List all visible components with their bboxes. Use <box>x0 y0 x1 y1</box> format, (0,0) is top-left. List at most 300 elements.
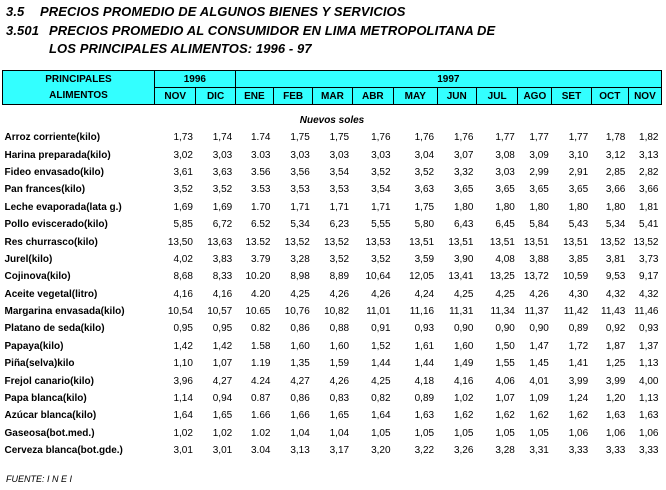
price-cell: 1,50 <box>495 340 515 352</box>
price-cell: 1,75 <box>329 132 350 144</box>
price-cell: 0,92 <box>605 323 626 335</box>
price-cell: 10,76 <box>284 306 310 318</box>
price-cell: 6,43 <box>453 219 474 231</box>
unit-label: Nuevos soles <box>299 114 365 126</box>
price-cell: 1,13 <box>639 358 659 370</box>
price-cell: 3,88 <box>529 253 549 265</box>
table-row <box>3 268 662 285</box>
price-cell: 3,03 <box>329 149 350 161</box>
price-cell: 1,07 <box>212 358 233 370</box>
table-row <box>3 320 662 337</box>
price-cell: 10,64 <box>365 271 391 283</box>
price-cell: 4,27 <box>212 375 233 387</box>
price-cell: 1,02 <box>212 427 233 439</box>
price-cell: 1,55 <box>495 358 515 370</box>
price-cell: 4.24 <box>251 375 271 387</box>
price-cell: 0.82 <box>251 323 271 335</box>
price-cell: 3,63 <box>212 166 233 178</box>
price-cell: 1,75 <box>290 132 310 144</box>
price-cell: 11,42 <box>563 306 589 318</box>
price-cell: 3,85 <box>568 253 589 265</box>
price-cell: 3,03 <box>495 166 515 178</box>
price-cell: 3,52 <box>371 253 391 265</box>
price-cell: 1,42 <box>173 340 193 352</box>
row-label: Gaseosa(bot.med.) <box>4 427 95 439</box>
price-table <box>2 70 662 459</box>
price-cell: 4,32 <box>639 288 659 300</box>
table-row <box>3 164 662 181</box>
price-cell: 0,83 <box>329 393 350 405</box>
price-cell: 4,25 <box>290 288 310 300</box>
row-label: Cerveza blanca(bot.gde.) <box>4 445 123 457</box>
price-cell: 9,17 <box>639 271 659 283</box>
price-cell: 1,69 <box>212 201 233 213</box>
price-cell: 1,74 <box>212 132 233 144</box>
price-cell: 1,71 <box>371 201 391 213</box>
price-cell: 1,45 <box>529 358 549 370</box>
price-cell: 1,41 <box>568 358 589 370</box>
price-cell: 13,52 <box>324 236 350 248</box>
row-label: Pollo eviscerado(kilo) <box>4 219 108 231</box>
table-row <box>3 251 662 268</box>
price-cell: 4,27 <box>290 375 310 387</box>
price-cell: 1,52 <box>371 340 391 352</box>
price-cell: 1,63 <box>605 410 626 422</box>
price-cell: 1,02 <box>173 427 193 439</box>
month-header: OCT <box>591 88 628 105</box>
price-cell: 3.53 <box>251 184 271 196</box>
price-cell: 5,41 <box>639 219 659 231</box>
price-cell: 5,34 <box>290 219 310 231</box>
price-cell: 3,26 <box>453 445 474 457</box>
price-cell: 10,59 <box>563 271 589 283</box>
price-cell: 1,44 <box>371 358 391 370</box>
price-cell: 4,16 <box>453 375 474 387</box>
price-cell: 11,31 <box>449 306 474 318</box>
price-cell: 6,23 <box>329 219 350 231</box>
price-cell: 1,77 <box>495 132 515 144</box>
price-cell: 0,86 <box>290 323 310 335</box>
row-label: Piña(selva)kilo <box>4 358 75 370</box>
price-cell: 0,90 <box>495 323 515 335</box>
price-cell: 1,72 <box>568 340 589 352</box>
price-cell: 3,54 <box>371 184 391 196</box>
year-header-1997: 1997 <box>235 71 661 88</box>
price-cell: 4.20 <box>251 288 271 300</box>
price-cell: 1,82 <box>639 132 659 144</box>
price-cell: 1.19 <box>251 358 271 370</box>
price-cell: 4,26 <box>329 288 350 300</box>
price-cell: 1,76 <box>371 132 391 144</box>
month-header: MAY <box>394 88 438 105</box>
price-cell: 1,77 <box>529 132 549 144</box>
price-cell: 1,47 <box>529 340 549 352</box>
table-row <box>3 390 662 407</box>
price-cell: 1,80 <box>495 201 515 213</box>
price-cell: 1,66 <box>290 410 310 422</box>
price-cell: 13,51 <box>523 236 549 248</box>
price-cell: 1,04 <box>290 427 310 439</box>
price-cell: 3,01 <box>212 445 233 457</box>
price-cell: 4,06 <box>495 375 515 387</box>
column-header-principales: PRINCIPALES <box>3 71 155 88</box>
price-cell: 4,26 <box>329 375 350 387</box>
price-cell: 3.04 <box>251 445 271 457</box>
row-label: Azúcar blanca(kilo) <box>4 410 97 422</box>
price-cell: 0,89 <box>414 393 435 405</box>
price-cell: 13,72 <box>523 271 549 283</box>
price-cell: 8,33 <box>212 271 233 283</box>
price-cell: 0.87 <box>251 393 271 405</box>
price-cell: 13,41 <box>448 271 474 283</box>
price-cell: 3,66 <box>639 184 659 196</box>
price-cell: 3,52 <box>371 166 391 178</box>
price-cell: 3,13 <box>290 445 310 457</box>
price-cell: 0,95 <box>173 323 193 335</box>
price-cell: 6,45 <box>495 219 515 231</box>
price-cell: 4,25 <box>371 375 391 387</box>
price-cell: 4,32 <box>605 288 626 300</box>
price-cell: 3,63 <box>414 184 435 196</box>
price-cell: 5,85 <box>173 219 193 231</box>
price-cell: 3,53 <box>329 184 350 196</box>
price-cell: 5,34 <box>605 219 626 231</box>
price-cell: 3,20 <box>371 445 391 457</box>
price-cell: 1,13 <box>639 393 659 405</box>
price-cell: 1.02 <box>251 427 271 439</box>
price-cell: 0,95 <box>212 323 233 335</box>
row-label: Aceite vegetal(litro) <box>4 288 98 300</box>
price-cell: 1,20 <box>605 393 626 405</box>
price-cell: 1,60 <box>329 340 350 352</box>
price-cell: 1,04 <box>329 427 350 439</box>
price-cell: 3,28 <box>495 445 515 457</box>
price-cell: 1,71 <box>290 201 310 213</box>
title-text: PRECIOS PROMEDIO DE ALGUNOS BIENES Y SERVICIOS <box>40 4 406 19</box>
price-cell: 11,01 <box>366 306 391 318</box>
table-row <box>3 233 662 250</box>
price-cell: 3,73 <box>639 253 659 265</box>
subtitle-line-1: PRECIOS PROMEDIO AL CONSUMIDOR EN LIMA METROPOLITANA DE <box>49 23 496 38</box>
price-cell: 1,42 <box>212 340 233 352</box>
row-label: Harina preparada(kilo) <box>4 149 111 161</box>
price-cell: 1,75 <box>414 201 435 213</box>
price-cell: 1,71 <box>329 201 350 213</box>
month-header: MAR <box>313 88 352 105</box>
price-cell: 3,12 <box>605 149 626 161</box>
row-label: Arroz corriente(kilo) <box>4 132 101 144</box>
price-cell: 1,62 <box>453 410 474 422</box>
price-cell: 3,33 <box>605 445 626 457</box>
price-cell: 3,65 <box>453 184 474 196</box>
price-cell: 10.20 <box>245 271 271 283</box>
price-cell: 6,72 <box>212 219 233 231</box>
column-header-alimentos: ALIMENTOS <box>3 88 155 105</box>
price-cell: 1,62 <box>568 410 589 422</box>
price-cell: 5,80 <box>414 219 435 231</box>
price-cell: 8,89 <box>329 271 350 283</box>
row-label: Papa blanca(kilo) <box>4 393 87 405</box>
price-cell: 13,52 <box>284 236 310 248</box>
price-cell: 10,54 <box>167 306 193 318</box>
year-header-1996: 1996 <box>154 71 235 88</box>
price-cell: 4,26 <box>371 288 391 300</box>
table-row <box>3 425 662 442</box>
source-note: FUENTE: I N E I <box>6 474 73 484</box>
price-cell: 4,01 <box>529 375 549 387</box>
price-cell: 3,17 <box>329 445 350 457</box>
row-label: Pan frances(kilo) <box>4 184 86 196</box>
subtitle-line-2: LOS PRINCIPALES ALIMENTOS: 1996 - 97 <box>49 41 312 56</box>
row-label: Papaya(kilo) <box>4 340 64 352</box>
month-header: DIC <box>196 88 235 105</box>
price-cell: 4,08 <box>495 253 515 265</box>
table-row <box>3 129 662 146</box>
price-cell: 11,16 <box>409 306 435 318</box>
price-cell: 1.66 <box>251 410 271 422</box>
price-cell: 13,51 <box>563 236 589 248</box>
price-cell: 3,22 <box>414 445 435 457</box>
price-cell: 1,49 <box>453 358 474 370</box>
price-cell: 1.74 <box>251 132 271 144</box>
price-cell: 0,90 <box>529 323 549 335</box>
price-cell: 0,88 <box>329 323 350 335</box>
subtitle-number: 3.501 <box>6 23 40 38</box>
price-cell: 13,52 <box>633 236 659 248</box>
price-cell: 1,87 <box>605 340 626 352</box>
price-cell: 3,90 <box>453 253 474 265</box>
price-cell: 3,03 <box>290 149 310 161</box>
price-cell: 2,82 <box>639 166 659 178</box>
subtitle <box>6 23 495 38</box>
price-cell: 1,06 <box>568 427 589 439</box>
price-cell: 3,66 <box>605 184 626 196</box>
price-cell: 10,57 <box>207 306 233 318</box>
price-cell: 1,78 <box>605 132 626 144</box>
price-cell: 1,59 <box>329 358 350 370</box>
price-cell: 0,90 <box>453 323 474 335</box>
price-cell: 4,26 <box>529 288 549 300</box>
price-cell: 3,33 <box>639 445 659 457</box>
price-cell: 1,10 <box>173 358 193 370</box>
table-row <box>3 286 662 303</box>
price-cell: 4,18 <box>414 375 435 387</box>
price-cell: 1,05 <box>414 427 435 439</box>
row-label: Jurel(kilo) <box>4 253 53 265</box>
price-cell: 3,59 <box>414 253 435 265</box>
price-cell: 3,32 <box>453 166 474 178</box>
price-cell: 11,34 <box>490 306 515 318</box>
price-cell: 11,46 <box>634 306 659 318</box>
price-cell: 0,91 <box>371 323 391 335</box>
price-cell: 3,03 <box>212 149 233 161</box>
price-cell: 3,10 <box>568 149 589 161</box>
price-cell: 3,83 <box>212 253 233 265</box>
price-cell: 1,05 <box>371 427 391 439</box>
price-cell: 4,25 <box>495 288 515 300</box>
price-cell: 0,93 <box>414 323 435 335</box>
price-cell: 1,69 <box>173 201 193 213</box>
month-header: FEB <box>273 88 312 105</box>
price-cell: 1,64 <box>371 410 391 422</box>
price-cell: 1.58 <box>251 340 271 352</box>
price-cell: 1,05 <box>453 427 474 439</box>
price-cell: 2,99 <box>529 166 549 178</box>
price-cell: 1,65 <box>329 410 350 422</box>
price-cell: 4,02 <box>173 253 193 265</box>
price-cell: 1,05 <box>529 427 549 439</box>
price-cell: 8,98 <box>290 271 310 283</box>
price-cell: 1,35 <box>290 358 310 370</box>
price-cell: 3,61 <box>173 166 193 178</box>
price-cell: 5,55 <box>371 219 391 231</box>
price-cell: 1,60 <box>453 340 474 352</box>
price-cell: 10,82 <box>324 306 350 318</box>
price-cell: 3,08 <box>495 149 515 161</box>
price-cell: 3,07 <box>453 149 474 161</box>
price-cell: 5,43 <box>568 219 589 231</box>
title <box>6 4 406 19</box>
row-label: Frejol canario(kilo) <box>4 375 94 387</box>
price-cell: 3,03 <box>371 149 391 161</box>
price-cell: 13,53 <box>365 236 391 248</box>
price-cell: 2,85 <box>605 166 626 178</box>
price-cell: 13,52 <box>600 236 626 248</box>
price-cell: 0,93 <box>639 323 659 335</box>
price-cell: 3.79 <box>251 253 271 265</box>
price-cell: 4,24 <box>414 288 435 300</box>
table-row <box>3 199 662 216</box>
price-cell: 1,06 <box>639 427 659 439</box>
price-cell: 1,80 <box>453 201 474 213</box>
price-cell: 1,09 <box>529 393 549 405</box>
price-cell: 1,37 <box>639 340 659 352</box>
price-cell: 3,52 <box>329 253 350 265</box>
price-cell: 12,05 <box>409 271 435 283</box>
month-header: ABR <box>352 88 393 105</box>
price-cell: 11,37 <box>524 306 549 318</box>
price-cell: 1,02 <box>453 393 474 405</box>
price-cell: 1,76 <box>453 132 474 144</box>
price-cell: 3,65 <box>529 184 549 196</box>
month-header: JUL <box>476 88 517 105</box>
price-cell: 1,65 <box>212 410 233 422</box>
price-cell: 1,61 <box>414 340 435 352</box>
row-label: Fideo envasado(kilo) <box>4 166 104 178</box>
table-row <box>3 216 662 233</box>
month-header: JUN <box>437 88 476 105</box>
price-cell: 4,30 <box>568 288 589 300</box>
price-cell: 1,25 <box>605 358 626 370</box>
price-cell: 2,91 <box>568 166 589 178</box>
month-header: SET <box>552 88 591 105</box>
price-cell: 3,96 <box>173 375 193 387</box>
table-row <box>3 338 662 355</box>
price-cell: 8,68 <box>173 271 193 283</box>
price-cell: 0,94 <box>212 393 233 405</box>
price-cell: 3,13 <box>639 149 659 161</box>
row-label: Margarina envasada(kilo) <box>4 306 125 318</box>
table-row <box>3 181 662 198</box>
price-cell: 13,51 <box>409 236 435 248</box>
price-cell: 1,64 <box>173 410 193 422</box>
price-cell: 9,53 <box>605 271 626 283</box>
price-cell: 0,86 <box>290 393 310 405</box>
price-cell: 1,14 <box>173 393 193 405</box>
price-cell: 1,77 <box>568 132 589 144</box>
table-row <box>3 146 662 163</box>
price-cell: 4,00 <box>639 375 659 387</box>
price-cell: 13,50 <box>167 236 193 248</box>
row-label: Res churrasco(kilo) <box>4 236 98 248</box>
price-cell: 1,80 <box>605 201 626 213</box>
price-cell: 1,80 <box>529 201 549 213</box>
price-cell: 1,73 <box>173 132 193 144</box>
price-cell: 3,54 <box>329 166 350 178</box>
row-label: Cojinova(kilo) <box>4 271 71 283</box>
price-cell: 3,56 <box>290 166 310 178</box>
price-cell: 3,99 <box>568 375 589 387</box>
price-cell: 3,52 <box>173 184 193 196</box>
price-cell: 3,99 <box>605 375 626 387</box>
table-row <box>3 407 662 424</box>
month-header: NOV <box>154 88 195 105</box>
table-row <box>3 442 662 459</box>
table-row <box>3 303 662 320</box>
price-cell: 1,80 <box>568 201 589 213</box>
price-cell: 3,53 <box>290 184 310 196</box>
price-cell: 1,76 <box>414 132 435 144</box>
price-cell: 3,81 <box>605 253 626 265</box>
price-cell: 1,06 <box>605 427 626 439</box>
price-cell: 3.56 <box>251 166 271 178</box>
row-label: Leche evaporada(lata g.) <box>4 201 122 213</box>
table-row <box>3 355 662 372</box>
title-number: 3.5 <box>6 4 25 19</box>
price-cell: 0,82 <box>371 393 391 405</box>
price-cell: 1,24 <box>568 393 589 405</box>
price-cell: 13,63 <box>207 236 233 248</box>
price-cell: 5,84 <box>529 219 549 231</box>
price-cell: 3,33 <box>568 445 589 457</box>
price-cell: 3,65 <box>495 184 515 196</box>
price-cell: 1,81 <box>639 201 659 213</box>
price-cell: 3,04 <box>414 149 435 161</box>
price-cell: 1,07 <box>495 393 515 405</box>
price-cell: 11,43 <box>601 306 626 318</box>
price-cell: 3.03 <box>251 149 271 161</box>
price-cell: 4,16 <box>212 288 233 300</box>
price-cell: 3,01 <box>173 445 193 457</box>
price-cell: 1.70 <box>251 201 271 213</box>
price-cell: 3,31 <box>529 445 549 457</box>
price-cell: 13,25 <box>489 271 515 283</box>
price-cell: 3,65 <box>568 184 589 196</box>
price-cell: 3,02 <box>173 149 193 161</box>
price-cell: 6.52 <box>251 219 271 231</box>
price-cell: 1,62 <box>495 410 515 422</box>
price-cell: 10.65 <box>245 306 271 318</box>
price-cell: 13,51 <box>448 236 474 248</box>
price-cell: 3,28 <box>290 253 310 265</box>
price-cell: 1,05 <box>495 427 515 439</box>
price-cell: 13,51 <box>489 236 515 248</box>
month-header: ENE <box>235 88 273 105</box>
price-cell: 0,89 <box>568 323 589 335</box>
price-cell: 3,52 <box>212 184 233 196</box>
price-cell: 3,52 <box>414 166 435 178</box>
price-cell: 1,60 <box>290 340 310 352</box>
